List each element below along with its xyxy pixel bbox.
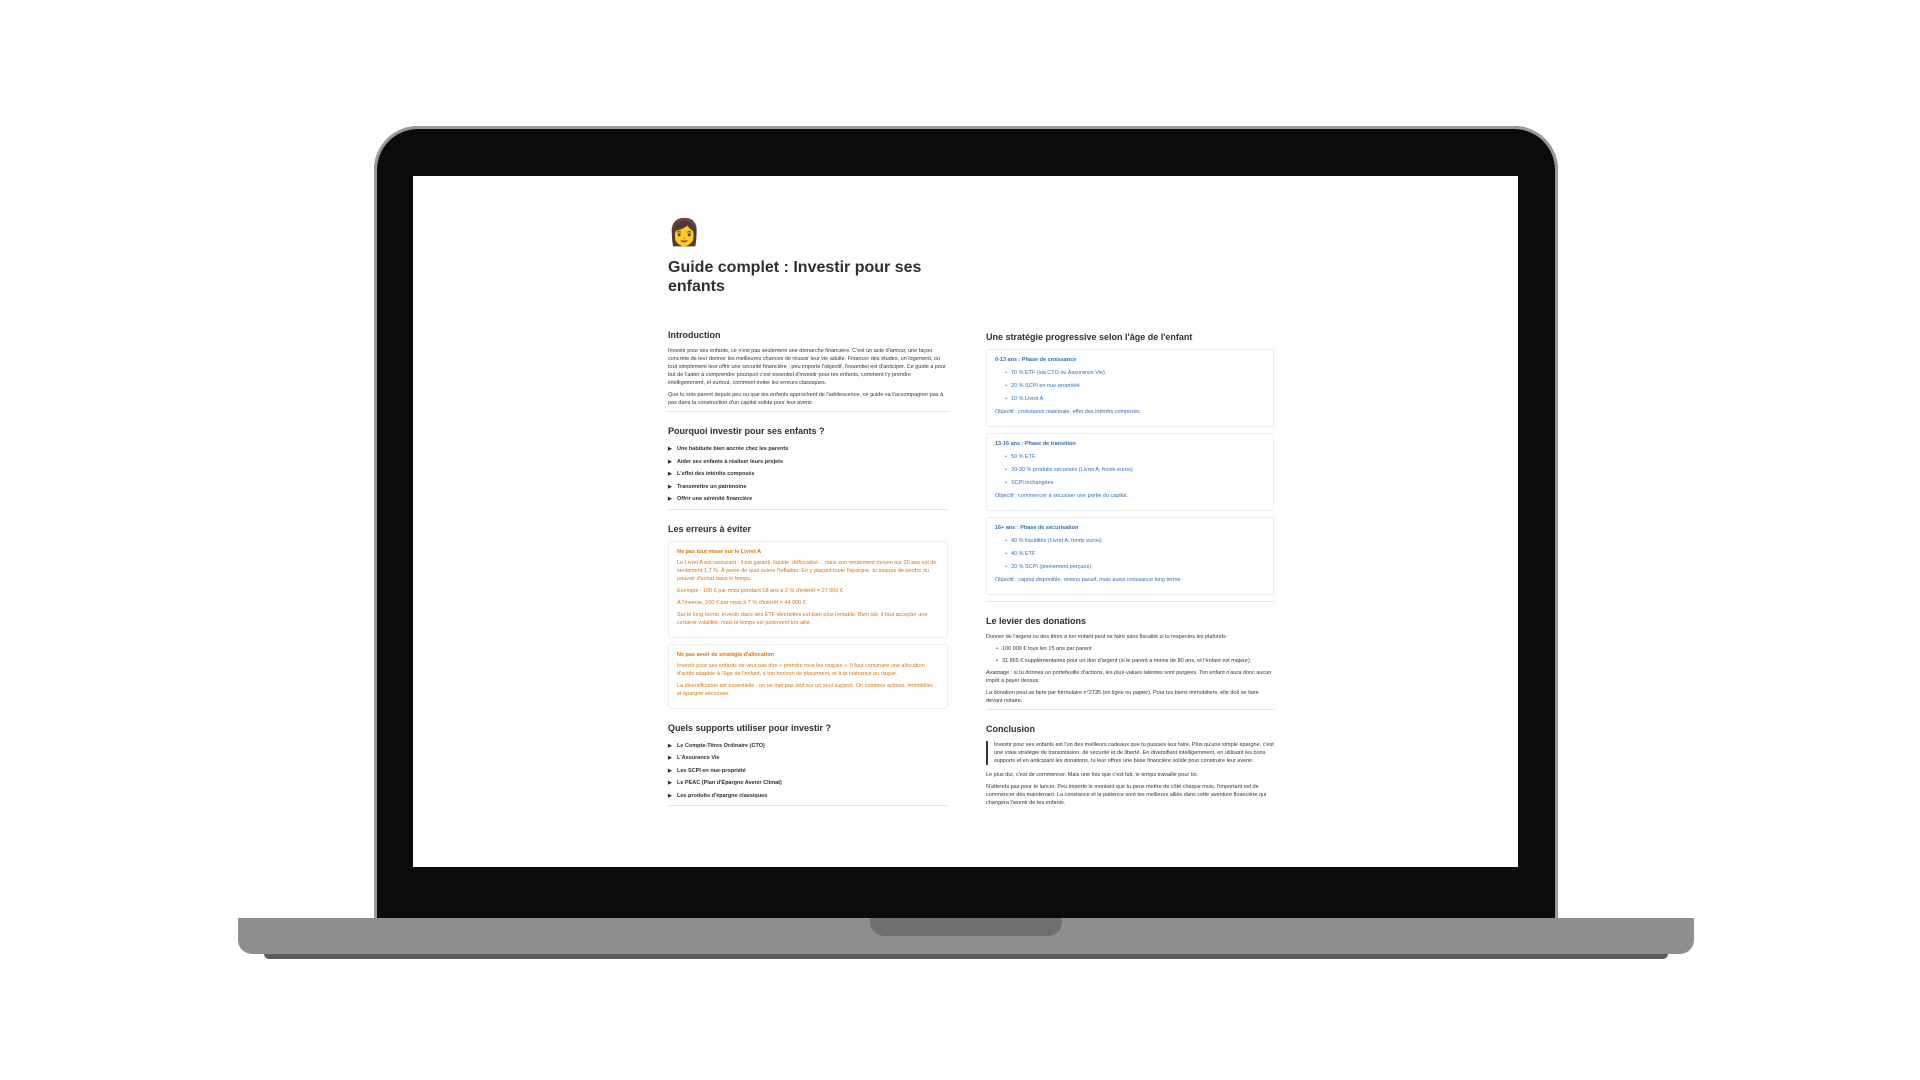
toggle-item[interactable]: ▶ Les produits d'épargne classiques — [668, 790, 948, 803]
list-item: • 70 % ETF (via CTO ou Assurance Vie) — [1005, 367, 1265, 380]
phase-callout — [986, 349, 1274, 427]
toggle-triangle-icon[interactable]: ▶ — [668, 458, 672, 465]
divider — [986, 601, 1274, 602]
phase-title: 0-13 ans : Phase de croissance — [995, 357, 1077, 363]
callout-paragraph: À l'inverse, 100 € par mois à 7 % d'intérêt = 44 000 €. — [677, 599, 808, 606]
page-title: Guide complet : Investir pour ses enfants — [668, 259, 922, 295]
toggle-item[interactable]: ▶ Le Compte-Titres Ordinaire (CTO) — [668, 740, 948, 753]
quote-text: Investir pour ses enfants est l'un des meilleurs cadeaux que tu puisses leur faire. Plus qu'une simple épargne, c'est une vraie stratégie de transmission, de sécurité et de liberté. En diversifiant intelligemment, en utilisant les bons supports et en anticipant les donations, tu leur offres une base financière solide pour construire leur avenir. — [994, 742, 1274, 764]
laptop-notch — [870, 918, 1062, 936]
toggle-item[interactable]: ▶ Une habitude bien ancrée chez les parents — [668, 443, 948, 456]
conclusion-quote — [986, 741, 1274, 765]
callout-title: Ne pas avoir de stratégie d'allocation — [677, 651, 774, 658]
donations-paragraph: Avantage : si tu donnes un portefeuille d'actions, les plus-values latentes sont purgées. Ton enfant n'aura donc aucun impôt à payer dessus. — [986, 670, 1272, 684]
phase-list — [995, 451, 1265, 490]
phase-list — [995, 535, 1265, 574]
list-item: • 20 % SCPI en nue-propriété — [1005, 380, 1265, 393]
supports-toggle-list — [668, 740, 948, 803]
conclusion-paragraph: Le plus dur, c'est de commencer. Mais une fois que c'est fait, le temps travaille pour toi. — [986, 772, 1199, 778]
donations-heading: Le levier des donations — [986, 616, 1087, 626]
toggle-triangle-icon[interactable]: ▶ — [668, 780, 672, 786]
intro-paragraph-1: Investir pour ses enfants, ce n'est pas seulement une démarche financière. C'est un acte d'amour, une façon concrète de leur donner les meilleures chances de réussir leur vie adulte. Financer des études, un logement, ou tout simplement leur offrir une sécurité financière : peu importe l'objectif, l'essentiel est d'anticiper. Ce guide a pour but de t'aider à comprendre pourquoi c'est essentiel d'investir pour tes enfants, comment t'y prendre intelligemment, et surtout, comment éviter les erreurs classiques. — [668, 348, 946, 386]
list-item: • 31 865 € supplémentaires pour un don d'argent (si le parent a moins de 80 ans, et l'enfant est majeur) — [996, 657, 1274, 665]
donations-paragraph: La donation peut se faire par formulaire n°2735 (en ligne ou papier). Pour les biens immobiliers, elle doit se faire devant notaire. — [986, 690, 1259, 704]
page-emoji-icon[interactable]: 👩 — [668, 217, 701, 247]
toggle-item[interactable]: ▶ L'effet des intérêts composés — [668, 468, 948, 481]
toggle-item[interactable]: ▶ Offrir une sérénité financière — [668, 493, 948, 506]
why-heading: Pourquoi investir pour ses enfants ? — [668, 426, 825, 436]
list-item: • SCPI inchangées — [1005, 477, 1265, 490]
divider — [668, 509, 948, 510]
why-toggle-list — [668, 443, 948, 506]
callout-title: Ne pas tout miser sur le Livret A — [677, 548, 762, 555]
list-item: • 40 % ETF — [1005, 548, 1265, 561]
toggle-triangle-icon[interactable]: ▶ — [668, 471, 672, 477]
toggle-item[interactable]: ▶ Transmettre un patrimoine — [668, 481, 948, 494]
phase-goal: Objectif : commencer à sécuriser une partie du capital. — [995, 493, 1128, 499]
toggle-triangle-icon[interactable]: ▶ — [668, 496, 672, 502]
conclusion-heading: Conclusion — [986, 724, 1035, 734]
phase-title: 13-16 ans : Phase de transition — [995, 441, 1076, 447]
toggle-triangle-icon[interactable]: ▶ — [668, 446, 672, 452]
donations-intro: Donner de l'argent ou des titres à ton enfant peut se faire sans fiscalité si tu respectes les plafonds : — [986, 634, 1229, 640]
callout-paragraph: Le Livret A est rassurant : il est garanti, liquide, défiscalisé… mais son rendement moyen sur 20 ans est de seulement 1,7 %. À peine de quoi suivre l'inflation. En y plaçant toute l'épargne, tu risques de perdre du pouvoir d'achat dans le temps. — [677, 559, 937, 582]
why-section — [668, 426, 948, 510]
toggle-triangle-icon[interactable]: ▶ — [668, 792, 672, 799]
toggle-item[interactable]: ▶ Aider ses enfants à réaliser leurs projets — [668, 456, 948, 469]
errors-heading: Les erreurs à éviter — [668, 523, 752, 534]
donations-section — [986, 616, 1274, 710]
divider — [668, 411, 948, 412]
supports-heading: Quels supports utiliser pour investir ? — [668, 722, 832, 733]
list-item: • 40 % liquidités (Livret A, fonds euros) — [1005, 535, 1265, 548]
left-column — [668, 330, 948, 820]
toggle-triangle-icon[interactable]: ▶ — [668, 483, 672, 490]
list-item: • 10 % Livret A — [1005, 393, 1265, 406]
toggle-triangle-icon[interactable]: ▶ — [668, 742, 672, 749]
list-item: • 100 000 € tous les 15 ans par parent — [996, 645, 1274, 653]
right-column — [986, 332, 1274, 821]
toggle-item[interactable]: ▶ Le PEAC (Plan d'Épargne Avenir Climat) — [668, 777, 948, 790]
toggle-item[interactable]: ▶ L'Assurance Vie — [668, 752, 948, 765]
intro-section — [668, 330, 948, 412]
toggle-item[interactable]: ▶ Les SCPI en nue-propriété — [668, 765, 948, 778]
strategy-section — [986, 332, 1274, 602]
allocation-callout — [668, 644, 948, 709]
list-item: • 50 % ETF — [1005, 451, 1265, 464]
intro-paragraph-2: Que tu sois parent depuis peu ou que tes enfants approchent de l'adolescence, ce guide va t'accompagner pas à pas dans la construction d'un capital solide pour leur avenir. — [668, 392, 944, 406]
divider — [668, 805, 948, 806]
conclusion-paragraph: N'attends pas pour te lancer. Peu importe le montant que tu peux mettre de côté chaque mois, l'important est de commencer dès maintenant. La constance et la patience sont tes meilleurs alliés dans cette aventure financière qui changera l'avenir de tes enfants. — [986, 784, 1267, 806]
toggle-triangle-icon[interactable]: ▶ — [668, 755, 672, 761]
laptop-screen — [413, 176, 1518, 867]
strategy-heading: Une stratégie progressive selon l'âge de l'enfant — [986, 332, 1193, 342]
phase-callout — [986, 433, 1274, 511]
phase-title: 16+ ans : Phase de sécurisation — [995, 525, 1079, 531]
callout-paragraph: Sur le long terme, investir dans des ETF diversifiés est bien plus rentable. Bien sûr, il faut accepter une certaine volatilité, mais le temps est justement ton allié. — [677, 611, 928, 626]
callout-paragraph: La diversification est essentielle : on ne met pas tout sur un seul support. On combine actions, immobilier, et épargne sécurisée. — [677, 682, 934, 697]
donations-list — [986, 645, 1274, 665]
phase-callout — [986, 517, 1274, 595]
conclusion-section — [986, 724, 1274, 807]
phase-goal: Objectif : croissance maximale, effet des intérêts composés. — [995, 409, 1142, 415]
laptop-base-shadow — [264, 954, 1668, 959]
divider — [986, 709, 1274, 710]
list-item: • 20 % SCPI (pleinement perçues) — [1005, 561, 1265, 574]
supports-section — [668, 723, 948, 807]
callout-paragraph: Exemple : 100 € par mois pendant 18 ans à 2 % d'intérêt = 27 000 € — [677, 587, 844, 594]
errors-section — [668, 524, 948, 709]
livret-a-callout — [668, 541, 948, 638]
phase-goal: Objectif : capital disponible, revenu passif, mais aussi croissance long terme. — [995, 577, 1183, 583]
toggle-triangle-icon[interactable]: ▶ — [668, 767, 672, 774]
callout-paragraph: Investir pour ses enfants ne veut pas dire « prendre tous les risques ». Il faut construire une allocation d'actifs adaptée à l'âge de l'enfant, à ton horizon de placement, et à ta tolérance au risque. — [677, 662, 925, 677]
phase-list — [995, 367, 1265, 406]
intro-heading: Introduction — [668, 330, 721, 340]
list-item: • 20-30 % produits sécurisés (Livret A, fonds euros) — [1005, 464, 1265, 477]
